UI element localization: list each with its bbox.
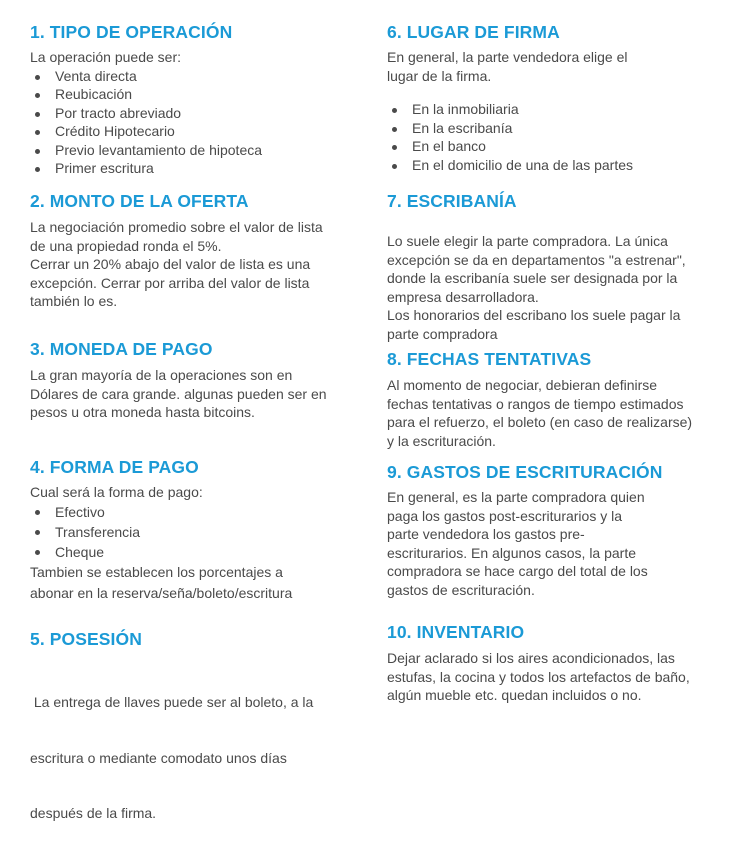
text-line: escriturarios. En algunos casos, la parte [387,544,637,561]
section-title: 6. LUGAR DE FIRMA [387,22,560,42]
list-item: Previo levantamiento de hipoteca [30,141,365,160]
list-item: Por tracto abreviado [30,104,365,123]
text-line: excepción se da en departamentos "a estrenar", [387,251,686,268]
text-line: donde la escribanía suele ser designada por la [387,270,678,286]
text-line: Los honorarios del escribano los suele pagar la [387,307,681,323]
text-line: La gran mayoría de la operaciones son en [30,367,293,383]
text-line: después de la firma. [30,805,157,821]
signing-place-list [387,100,722,174]
section-intro: La operación puede ser: [30,49,181,65]
text-line: fechas tentativas o rangos de tiempo estimados [387,395,684,412]
section-title: 10. INVENTARIO [387,622,525,642]
list-item: Cheque [30,542,365,562]
section-moneda-de-pago [30,338,365,422]
section-title: 7. ESCRIBANÍA [387,191,517,211]
section-title: 5. POSESIÓN [30,629,142,649]
text-line: parte vendedora los gastos pre- [387,526,585,542]
text-line: para el refuerzo, el boleto (en caso de realizarse) [387,414,693,430]
list-item: En la inmobiliaria [387,100,722,119]
operation-type-list [30,67,365,178]
text-line: estufas, la cocina y todos los artefactos de baño, [387,668,690,685]
text-line: abonar en la reserva/seña/boleto/escritura [30,584,293,601]
payment-method-list [30,502,365,562]
section-title: 9. GASTOS DE ESCRITURACIÓN [387,462,663,482]
section-title: 4. FORMA DE PAGO [30,457,199,477]
text-line: La negociación promedio sobre el valor de lista [30,219,323,235]
section-inventario [387,621,722,705]
text-line: escritura o mediante comodato unos días [30,749,287,766]
list-item: Efectivo [30,502,365,522]
text-line: En general, es la parte compradora quien [387,489,645,505]
text-line: de una propiedad ronda el 5%. [30,237,222,254]
text-line: pesos u otra moneda hasta bitcoins. [30,404,255,420]
text-line: Al momento de negociar, debieran definirse [387,377,658,393]
section-title: 1. TIPO DE OPERACIÓN [30,22,233,42]
text-line: excepción. Cerrar por arriba del valor de lista [30,274,310,291]
section-forma-de-pago [30,456,365,604]
text-line: Dólares de cara grande. algunas pueden ser en [30,385,327,402]
section-tipo-de-operacion [30,21,365,178]
text-line: En general, la parte vendedora elige el [387,49,628,65]
text-line: compradora se hace cargo del total de los [387,563,648,579]
list-item: Venta directa [30,67,365,86]
text-line: Tambien se establecen los porcentajes a [30,563,283,580]
text-line: parte compradora [387,325,498,342]
section-escribania [387,190,722,343]
list-item: En la escribanía [387,119,722,138]
section-title: 2. MONTO DE LA OFERTA [30,191,249,211]
list-item: Primer escritura [30,159,365,178]
list-item: Reubicación [30,85,365,104]
text-line: Dejar aclarado si los aires acondicionados, las [387,650,675,666]
text-line: y la escrituración. [387,432,496,449]
text-line: paga los gastos post-escriturarios y la [387,507,622,524]
text-line: Cerrar un 20% abajo del valor de lista es una [30,256,311,272]
text-line: algún mueble etc. quedan incluidos o no. [387,687,642,703]
section-lugar-de-firma [387,21,722,174]
text-line: La entrega de llaves puede ser al boleto, a la [30,694,314,710]
section-fechas-tentativas [387,348,722,450]
section-posesion [30,628,365,860]
text-line: gastos de escrituración. [387,581,535,598]
section-gastos-de-escrituracion [387,461,722,599]
section-title: 3. MONEDA DE PAGO [30,339,213,359]
section-title: 8. FECHAS TENTATIVAS [387,349,592,369]
list-item: Crédito Hipotecario [30,122,365,141]
text-line: también lo es. [30,293,118,309]
text-line: lugar de la firma. [387,67,492,84]
section-monto-de-la-oferta [30,190,365,311]
section-intro: Cual será la forma de pago: [30,484,203,500]
text-line: empresa desarrolladora. [387,288,539,305]
list-item: Transferencia [30,522,365,542]
list-item: En el banco [387,137,722,156]
text-line: Lo suele elegir la parte compradora. La única [387,233,668,249]
list-item: En el domicilio de una de las partes [387,156,722,175]
